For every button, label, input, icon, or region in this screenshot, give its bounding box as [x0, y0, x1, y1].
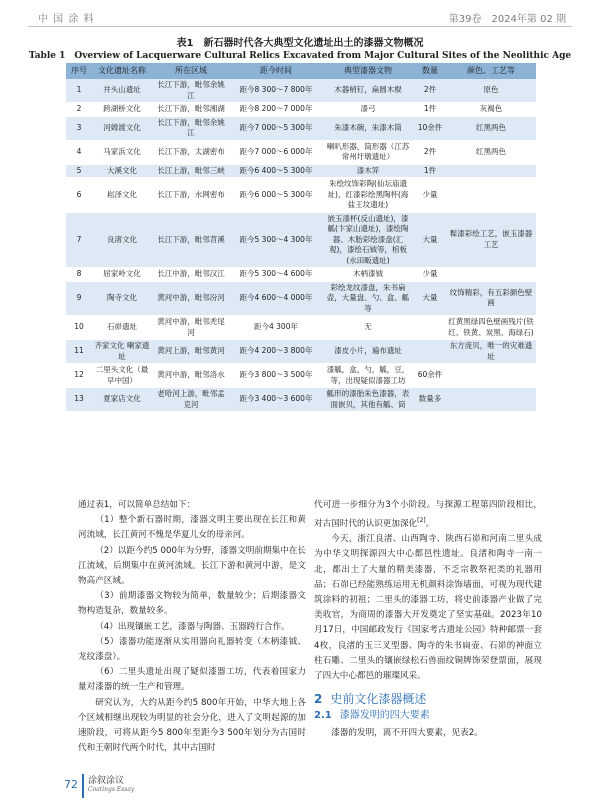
body-paragraph: 研究认为，大约从距今约5 800年开始，中华大地上各个区域相继出现较为明显的社会分化，进入了文明起源的加速阶段，可将从距今5 800年至距今3 500年划分为古国时代和王朝时代两个时代，其中古国时 — [78, 697, 306, 754]
table-cell: 2件 — [414, 140, 446, 164]
table-cell: 觚形的漆胎朱色漆器，表面嵌贝，其他有觚、筒 — [322, 388, 414, 412]
right-column — [314, 498, 542, 742]
header-cell: 距今时间 — [230, 63, 322, 79]
table-row — [66, 388, 536, 412]
table-cell: 崧泽文化 — [92, 178, 152, 213]
table-cell: 少量 — [414, 178, 446, 213]
table-row — [66, 103, 536, 117]
body-paragraph: 漆器的发明，离不开四大要素，见表2。 — [331, 728, 483, 739]
table-row — [66, 116, 536, 140]
paragraph-end: 。 — [425, 519, 435, 530]
table-row — [66, 281, 536, 316]
subsection-heading — [314, 709, 542, 723]
body-paragraph: （3）前期漆器文物较为简单，数量较少；后期漆器文物构造复杂，数量较多。 — [78, 591, 306, 617]
table-cell: 灰褐色 — [446, 103, 536, 117]
table-cell: 大溪文化 — [92, 164, 152, 178]
table-cell: 少量 — [414, 268, 446, 282]
table-cell — [446, 178, 536, 213]
table-cell: 红黑两色 — [446, 140, 536, 164]
table-cell: 1 — [66, 79, 92, 103]
table-cell: 红黄黑绿四色壁画残片(铁红、铁黄、炭黑、海绿石) — [446, 316, 536, 340]
body-paragraph: （2）以距今约5 000年为分野，漆器文明前期集中在长江流域，后期集中在黄河流域。长江下游和黄河中游，是文物高产区域。 — [78, 545, 306, 587]
table-cell: 井头山遗址 — [92, 79, 152, 103]
section-heading — [314, 691, 542, 707]
table-cell: 跨湖桥文化 — [92, 103, 152, 117]
citation-ref: [2] — [417, 517, 426, 525]
table-cell: 7 — [66, 212, 92, 268]
table-cell: 嵌玉漆杯(反山遗址)，漆觚(卞家山遗址)，漆绘陶器、木胎彩绘漆盘(汇观)，漆绘石钺等，棺板(水田畈遗址) — [322, 212, 414, 268]
table-cell: 屈家岭文化 — [92, 268, 152, 282]
header-cell: 典型漆器文物 — [322, 63, 414, 79]
table-cell: 8 — [66, 268, 92, 282]
table-cell: 长江下游，毗邻余姚江 — [152, 116, 230, 140]
page-number: 72 — [64, 778, 78, 791]
table-row — [66, 164, 536, 178]
table-cell: 长江中游，毗邻汉江 — [152, 268, 230, 282]
table-row — [66, 212, 536, 268]
table-cell: 距今6 400～5 300年 — [230, 164, 322, 178]
table-row — [66, 340, 536, 364]
table-cell: 石峁遗址 — [92, 316, 152, 340]
header-cell: 文化遗址名称 — [92, 63, 152, 79]
table-cell: 距今3 800～3 500年 — [230, 364, 322, 388]
table-cell: 距今6 000～5 300年 — [230, 178, 322, 213]
table-cell: 10余件 — [414, 116, 446, 140]
table-cell: 纹饰精彩，有五彩颜色壁画 — [446, 281, 536, 316]
table-cell: 马家浜文化 — [92, 140, 152, 164]
table-cell: 13 — [66, 388, 92, 412]
journal-name: 中 国 涂 料 — [38, 14, 95, 25]
table-cell: 黄河上游，毗邻黄河 — [152, 340, 230, 364]
table-cell: 2件 — [414, 79, 446, 103]
table-cell: 二里头文化（最早中国） — [92, 364, 152, 388]
table-cell — [414, 316, 446, 340]
subsection-number: 2.1 — [314, 710, 332, 722]
table-row — [66, 268, 536, 282]
table-cell: 长江下游，毗邻湘湖 — [152, 103, 230, 117]
body-paragraph — [314, 498, 542, 532]
table-body — [66, 79, 536, 412]
table-cell: 朱漆木碗，朱漆木筒 — [322, 116, 414, 140]
footer-divider — [82, 774, 84, 798]
table-cell: 黄河中游，毗邻洛水 — [152, 364, 230, 388]
table-cell: 齐家文化 喇家遗址 — [92, 340, 152, 364]
table-cell: 原色 — [446, 79, 536, 103]
table-cell: 距今5 300～4 300年 — [230, 212, 322, 268]
table-cell: 1件 — [414, 164, 446, 178]
table-cell: 河姆渡文化 — [92, 116, 152, 140]
footer-journal-cn: 涂叙涂议 — [88, 776, 125, 786]
table-cell: 木柄漆钺 — [322, 268, 414, 282]
table-row — [66, 79, 536, 103]
table-cell: 黄河中游，毗邻秃尾河 — [152, 316, 230, 340]
table-cell: 2 — [66, 103, 92, 117]
table-cell: 6 — [66, 178, 92, 213]
body-paragraph: （6）二里头遗址出现了疑似漆器工坊，代表着国家力量对漆器的统一生产和管理。 — [78, 667, 306, 693]
table-cell: 髹漆彩绘工艺，嵌玉漆器工艺 — [446, 212, 536, 268]
page-footer — [64, 768, 264, 802]
table-cell: 老哈河上游，毗邻孟克河 — [152, 388, 230, 412]
table-header-row — [66, 63, 536, 79]
table-cell: 漆皮小片，遍布遗址 — [322, 340, 414, 364]
table-cell: 朱绘纹饰彩陶(仙坛庙遗址)，红漆彩绘黑陶杯(海盐王坟遗址) — [322, 178, 414, 213]
table-cell: 长江下游，毗邻余姚江 — [152, 79, 230, 103]
table-cell: 10 — [66, 316, 92, 340]
table-cell: 无 — [322, 316, 414, 340]
table-cell: 大量 — [414, 281, 446, 316]
table-cell: 喇叭形器，筒形器（江苏常州圩墩遗址） — [322, 140, 414, 164]
table-row — [66, 364, 536, 388]
body-paragraph: （4）出现镶嵌工艺，漆器与陶器、玉器跨行合作。 — [95, 621, 290, 632]
footer-journal-en: Coatings Essay — [88, 786, 135, 793]
table-cell — [414, 340, 446, 364]
table-cell: 4 — [66, 140, 92, 164]
table-cell: 1件 — [414, 103, 446, 117]
table-row — [66, 178, 536, 213]
table-cell: 长江下游，水网密布 — [152, 178, 230, 213]
table-cell — [446, 268, 536, 282]
table-cell: 长江下游，太湖密布 — [152, 140, 230, 164]
table-cell: 夏家店文化 — [92, 388, 152, 412]
table-cell: 3 — [66, 116, 92, 140]
table-cell: 距今5 300～4 600年 — [230, 268, 322, 282]
table-cell: 5 — [66, 164, 92, 178]
body-paragraph: （5）漆器功能逐渐从实用器向礼器转变（木柄漆钺、龙纹漆盘）。 — [78, 636, 306, 663]
table-cell — [446, 164, 536, 178]
table-cell: 距今8 300～7 800年 — [230, 79, 322, 103]
page-header — [28, 8, 572, 28]
table-cell: 距今8 200～7 000年 — [230, 103, 322, 117]
issue-info: 第39卷 2024年第 02 期 — [448, 14, 566, 25]
table-cell: 黄河中游，毗邻汾河 — [152, 281, 230, 316]
table-cell: 距今4 200～3 800年 — [230, 340, 322, 364]
header-cell: 颜色、工艺等 — [446, 63, 536, 79]
table-cell — [446, 388, 536, 412]
table-cell: 12 — [66, 364, 92, 388]
table-cell: 彩绘龙纹漆盘，朱书扁壶，大量盘、勺、盒、觚等 — [322, 281, 414, 316]
header-cell: 序号 — [66, 63, 92, 79]
table-cell: 红黑两色 — [446, 116, 536, 140]
table-cell: 陶寺文化 — [92, 281, 152, 316]
body-paragraph: 通过表1，可以简单总结如下： — [78, 500, 196, 510]
table-row — [66, 316, 536, 340]
header-rule — [28, 26, 572, 27]
table-cell: 距今7 000～6 000年 — [230, 140, 322, 164]
table-cell: 距今7 000～5 300年 — [230, 116, 322, 140]
table-cell: 东方庞贝，唯一的灾难遗址 — [446, 340, 536, 364]
left-column — [78, 498, 306, 756]
table-caption-en: Table 1 Overview of Lacquerware Cultural Relics Excavated from Major Cultural Sites of the Neolithic Age — [28, 51, 572, 61]
header-cell: 所在区域 — [152, 63, 230, 79]
table-row — [66, 140, 536, 164]
table-cell: 11 — [66, 340, 92, 364]
header-cell: 数量 — [414, 63, 446, 79]
table-cell: 距今3 400～3 600年 — [230, 388, 322, 412]
table-cell: 9 — [66, 281, 92, 316]
section-number: 2 — [314, 692, 323, 707]
table-cell: 距今4 600～4 000年 — [230, 281, 322, 316]
body-paragraph: 今天，浙江良渚、山西陶寺、陕西石峁和河南二里头成为中华文明探源四大中心都邑性遗址。良渚和陶寺一南一北，都出土了大量的精美漆器，不乏宗教祭祀类的礼器用品；石峁已经能熟练运用无机颜料涂饰墙面，可视为现代建筑涂料的初祖；二里头的漆器工坊，将史前漆器产业做了完美收官，为商周的漆器大开发奠定了坚实基础。2023年10月17日，中国邮政发行《国家考古遗址公园》特种邮票一套4枚，良渚的玉三叉型器、陶寺的朱书扁壶、石峁的神面立柱石雕、二里头的镶嵌绿松石兽面纹铜牌饰荣登票面，展现了四大中心都邑的璀璨风采。 — [314, 534, 542, 682]
table-cell: 长江上游，毗邻三峡 — [152, 164, 230, 178]
table-cell: 大量 — [414, 212, 446, 268]
table-caption-cn: 表1 新石器时代各大典型文化遗址出土的漆器文物概况 — [176, 38, 424, 49]
table-cell: 漆觚，盒，勺，觚，豆，等，出现疑似漆器工坊 — [322, 364, 414, 388]
section-title: 史前文化漆器概述 — [330, 692, 427, 707]
table-cell: 良渚文化 — [92, 212, 152, 268]
table-cell — [446, 364, 536, 388]
table-cell: 距今4 300年 — [230, 316, 322, 340]
table-cell: 漆弓 — [322, 103, 414, 117]
table-cell: 木器梢钉，扁圆木棍 — [322, 79, 414, 103]
table-cell: 60余件 — [414, 364, 446, 388]
body-paragraph: （1）整个新石器时期，漆器文明主要出现在长江和黄河流域，长江黄河不愧是华夏儿女的母亲河。 — [78, 515, 306, 541]
subsection-title: 漆器发明的四大要素 — [339, 710, 430, 722]
relics-table — [66, 63, 536, 412]
paragraph-text: 代可进一步细分为3个小阶段。与探源工程第四阶段相比，对古国时代的认识更加深化 — [314, 500, 542, 530]
table-cell: 漆木笄 — [322, 164, 414, 178]
table-cell: 长江下游，毗邻苕溪 — [152, 212, 230, 268]
table-cell: 数量多 — [414, 388, 446, 412]
